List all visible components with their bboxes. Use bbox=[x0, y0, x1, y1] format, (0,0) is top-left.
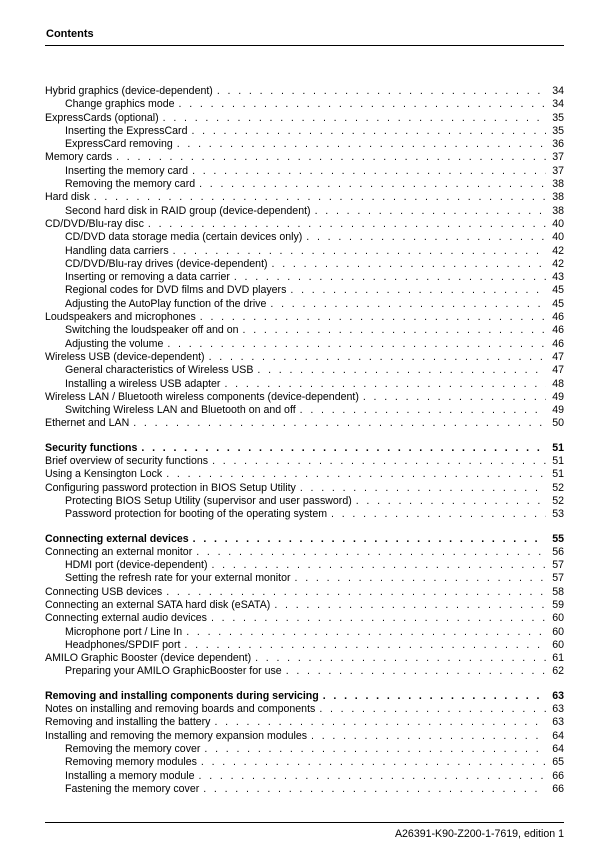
toc-entry-title: Removing and installing components during servicing bbox=[45, 689, 319, 702]
toc-entry-title: Installing a wireless USB adapter bbox=[65, 377, 221, 390]
dot-leader bbox=[173, 245, 546, 258]
toc-entry[interactable] bbox=[45, 364, 564, 377]
dot-leader bbox=[234, 271, 546, 284]
dot-leader bbox=[224, 378, 546, 391]
toc-entry-title: Headphones/SPDIF port bbox=[65, 638, 181, 651]
toc-entry-title: ExpressCards (optional) bbox=[45, 111, 159, 124]
toc-entry[interactable] bbox=[45, 455, 564, 468]
dot-leader bbox=[179, 98, 546, 111]
toc-entry-page-number: 47 bbox=[552, 350, 564, 363]
toc-entry-page-number: 63 bbox=[552, 689, 564, 702]
toc-entry[interactable] bbox=[45, 85, 564, 98]
toc-entry-page-number: 35 bbox=[552, 111, 564, 124]
dot-leader bbox=[163, 112, 546, 125]
dot-leader bbox=[116, 151, 546, 164]
toc-entry-page-number: 40 bbox=[552, 231, 564, 244]
toc-entry[interactable] bbox=[45, 572, 564, 585]
toc-entry[interactable] bbox=[45, 271, 564, 284]
toc-entry[interactable] bbox=[45, 639, 564, 652]
toc-entry[interactable] bbox=[45, 783, 564, 796]
dot-leader bbox=[211, 612, 546, 625]
dot-leader bbox=[200, 311, 546, 324]
toc-entry-page-number: 63 bbox=[552, 716, 564, 729]
toc-entry-title: CD/DVD data storage media (certain devices only) bbox=[65, 231, 303, 244]
toc-entry-title: Hybrid graphics (device-dependent) bbox=[45, 85, 213, 97]
toc-entry-title: Removing the memory cover bbox=[65, 742, 201, 755]
toc-entry-title: Connecting an external SATA hard disk (eSATA) bbox=[45, 598, 271, 611]
toc-entry[interactable] bbox=[45, 665, 564, 678]
toc-entry-title: Security functions bbox=[45, 441, 138, 454]
toc-entry[interactable] bbox=[45, 284, 564, 297]
toc-entry-title: HDMI port (device-dependent) bbox=[65, 559, 208, 572]
dot-leader bbox=[192, 165, 546, 178]
toc-entry-title: AMILO Graphic Booster (device dependent) bbox=[45, 652, 252, 665]
toc-entry[interactable] bbox=[45, 417, 564, 430]
toc-section-heading[interactable] bbox=[45, 442, 564, 455]
toc-entry[interactable] bbox=[45, 151, 564, 164]
toc-entry[interactable] bbox=[45, 245, 564, 258]
toc-entry[interactable] bbox=[45, 508, 564, 521]
toc-entry-page-number: 49 bbox=[552, 404, 564, 417]
toc-entry-title: Setting the refresh rate for your external monitor bbox=[65, 572, 291, 585]
toc-entry-title: General characteristics of Wireless USB bbox=[65, 364, 254, 377]
toc-entry-title: Password protection for booting of the operating system bbox=[65, 508, 328, 521]
toc-entry[interactable] bbox=[45, 626, 564, 639]
toc-entry-title: Using a Kensington Lock bbox=[45, 468, 163, 481]
dot-leader bbox=[300, 404, 546, 417]
header-divider bbox=[45, 45, 564, 46]
toc-entry-title: Adjusting the volume bbox=[65, 337, 164, 350]
toc-entry-title: Connecting USB devices bbox=[45, 585, 163, 598]
document-reference: A26391-K90-Z200-1-7619, edition 1 bbox=[394, 828, 564, 840]
toc-entry-title: Ethernet and LAN bbox=[45, 417, 130, 430]
toc-entry[interactable] bbox=[45, 191, 564, 204]
toc-entry-page-number: 46 bbox=[552, 324, 564, 337]
toc-entry-page-number: 64 bbox=[552, 742, 564, 755]
dot-leader bbox=[201, 756, 546, 769]
dot-leader bbox=[255, 652, 546, 665]
dot-leader bbox=[300, 482, 546, 495]
toc-entry-page-number: 45 bbox=[552, 284, 564, 297]
toc-entry-title: Switching the loudspeaker off and on bbox=[65, 324, 239, 337]
toc-entry-title: Installing a memory module bbox=[65, 769, 195, 782]
footer-divider bbox=[45, 822, 564, 823]
dot-leader bbox=[148, 218, 546, 231]
toc-section-heading[interactable] bbox=[45, 690, 564, 703]
toc-entry[interactable] bbox=[45, 546, 564, 559]
dot-leader bbox=[94, 191, 546, 204]
dot-leader bbox=[191, 125, 546, 138]
page-title: Contents bbox=[46, 28, 94, 40]
toc-entry[interactable] bbox=[45, 404, 564, 417]
toc-entry-page-number: 38 bbox=[552, 191, 564, 204]
dot-leader bbox=[184, 639, 546, 652]
toc-entry-title: Wireless LAN / Bluetooth wireless components (device-dependent) bbox=[45, 390, 359, 403]
toc-entry-page-number: 35 bbox=[552, 124, 564, 137]
toc-entry-page-number: 51 bbox=[552, 441, 564, 454]
toc-entry-title: Loudspeakers and microphones bbox=[45, 311, 196, 324]
toc-entry-page-number: 57 bbox=[552, 559, 564, 572]
toc-entry[interactable] bbox=[45, 468, 564, 481]
toc-entry-title: Connecting external devices bbox=[45, 532, 189, 545]
toc-entry[interactable] bbox=[45, 311, 564, 324]
toc-entry-title: Removing and installing the battery bbox=[45, 716, 211, 729]
toc-entry[interactable] bbox=[45, 378, 564, 391]
toc-entry-page-number: 64 bbox=[552, 729, 564, 742]
toc-entry[interactable] bbox=[45, 351, 564, 364]
toc-entry-page-number: 40 bbox=[552, 217, 564, 230]
toc-entry[interactable] bbox=[45, 716, 564, 729]
dot-leader bbox=[363, 391, 546, 404]
toc-entry-page-number: 58 bbox=[552, 585, 564, 598]
dot-leader bbox=[209, 351, 546, 364]
toc-entry[interactable] bbox=[45, 482, 564, 495]
dot-leader bbox=[356, 495, 546, 508]
toc-entry[interactable] bbox=[45, 138, 564, 151]
dot-leader bbox=[193, 533, 546, 546]
toc-entry-title: Inserting or removing a data carrier bbox=[65, 271, 230, 284]
toc-entry-page-number: 60 bbox=[552, 638, 564, 651]
dot-leader bbox=[203, 783, 546, 796]
toc-entry-page-number: 60 bbox=[552, 612, 564, 625]
dot-leader bbox=[270, 298, 546, 311]
dot-leader bbox=[311, 730, 546, 743]
dot-leader bbox=[186, 626, 546, 639]
toc-entry[interactable] bbox=[45, 338, 564, 351]
toc-entry-title: Microphone port / Line In bbox=[65, 625, 183, 638]
toc-entry-title: Adjusting the AutoPlay function of the drive bbox=[65, 297, 267, 310]
toc-entry-page-number: 47 bbox=[552, 364, 564, 377]
toc-entry-title: ExpressCard removing bbox=[65, 138, 173, 151]
toc-entry-page-number: 53 bbox=[552, 508, 564, 521]
dot-leader bbox=[323, 690, 546, 703]
dot-leader bbox=[243, 324, 546, 337]
dot-leader bbox=[133, 417, 546, 430]
toc-entry-title: Second hard disk in RAID group (device-dependent) bbox=[65, 204, 311, 217]
dot-leader bbox=[295, 572, 546, 585]
dot-leader bbox=[306, 231, 546, 244]
toc-entry-page-number: 51 bbox=[552, 455, 564, 468]
dot-leader bbox=[141, 442, 546, 455]
toc-entry[interactable] bbox=[45, 495, 564, 508]
toc-entry[interactable] bbox=[45, 98, 564, 111]
toc-entry-title: Regional codes for DVD films and DVD players bbox=[65, 284, 287, 297]
dot-leader bbox=[204, 743, 546, 756]
toc-entry-title: Memory cards bbox=[45, 151, 113, 164]
toc-entry-page-number: 56 bbox=[552, 545, 564, 558]
dot-leader bbox=[166, 468, 546, 481]
toc-entry[interactable] bbox=[45, 324, 564, 337]
toc-entry-page-number: 52 bbox=[552, 494, 564, 507]
dot-leader bbox=[167, 338, 546, 351]
dot-leader bbox=[290, 284, 546, 297]
toc-entry-page-number: 37 bbox=[552, 151, 564, 164]
toc-entry-title: Preparing your AMILO GraphicBooster for use bbox=[65, 665, 282, 678]
toc-entry-title: Installing and removing the memory expansion modules bbox=[45, 729, 308, 742]
toc-entry-page-number: 66 bbox=[552, 769, 564, 782]
toc-section-heading[interactable] bbox=[45, 533, 564, 546]
toc-entry[interactable] bbox=[45, 205, 564, 218]
toc-entry[interactable] bbox=[45, 612, 564, 625]
toc-entry[interactable] bbox=[45, 298, 564, 311]
dot-leader bbox=[212, 455, 546, 468]
dot-leader bbox=[199, 770, 546, 783]
toc-entry-title: Switching Wireless LAN and Bluetooth on and off bbox=[65, 404, 296, 417]
dot-leader bbox=[319, 703, 546, 716]
toc-entry[interactable] bbox=[45, 391, 564, 404]
toc-entry-page-number: 34 bbox=[552, 98, 564, 111]
toc-entry-page-number: 36 bbox=[552, 138, 564, 151]
toc-entry-title: Fastening the memory cover bbox=[65, 782, 200, 795]
toc-entry[interactable] bbox=[45, 756, 564, 769]
toc-entry-title: Change graphics mode bbox=[65, 98, 175, 111]
toc-entry-page-number: 60 bbox=[552, 625, 564, 638]
toc-entry-page-number: 55 bbox=[552, 532, 564, 545]
dot-leader bbox=[331, 508, 546, 521]
dot-leader bbox=[199, 178, 546, 191]
toc-entry-page-number: 48 bbox=[552, 377, 564, 390]
toc-entry-page-number: 34 bbox=[552, 85, 564, 97]
toc-entry-title: Inserting the ExpressCard bbox=[65, 124, 188, 137]
toc-entry[interactable] bbox=[45, 165, 564, 178]
toc-entry[interactable] bbox=[45, 703, 564, 716]
toc-entry-page-number: 57 bbox=[552, 572, 564, 585]
toc-entry-page-number: 59 bbox=[552, 598, 564, 611]
toc-entry-page-number: 65 bbox=[552, 756, 564, 769]
toc-entry-title: Protecting BIOS Setup Utility (supervisor and user password) bbox=[65, 494, 352, 507]
toc-entry-page-number: 46 bbox=[552, 311, 564, 324]
toc-entry-title: Inserting the memory card bbox=[65, 164, 189, 177]
toc-entry[interactable] bbox=[45, 258, 564, 271]
dot-leader bbox=[286, 665, 546, 678]
dot-leader bbox=[315, 205, 546, 218]
toc-entry-page-number: 49 bbox=[552, 390, 564, 403]
toc-entry-title: Removing memory modules bbox=[65, 756, 197, 769]
toc-entry-page-number: 38 bbox=[552, 204, 564, 217]
toc-entry-page-number: 51 bbox=[552, 468, 564, 481]
toc-entry[interactable] bbox=[45, 743, 564, 756]
toc-entry-page-number: 42 bbox=[552, 244, 564, 257]
table-of-contents bbox=[45, 85, 564, 796]
dot-leader bbox=[177, 138, 546, 151]
toc-entry-title: CD/DVD/Blu-ray drives (device-dependent) bbox=[65, 257, 268, 270]
dot-leader bbox=[257, 364, 546, 377]
dot-leader bbox=[217, 85, 546, 98]
dot-leader bbox=[196, 546, 546, 559]
toc-entry-title: Notes on installing and removing boards and components bbox=[45, 703, 316, 716]
toc-entry-page-number: 46 bbox=[552, 337, 564, 350]
dot-leader bbox=[272, 258, 546, 271]
toc-entry-title: CD/DVD/Blu-ray disc bbox=[45, 217, 144, 230]
toc-entry[interactable] bbox=[45, 730, 564, 743]
toc-entry[interactable] bbox=[45, 218, 564, 231]
toc-entry-title: Handling data carriers bbox=[65, 244, 169, 257]
toc-entry[interactable] bbox=[45, 599, 564, 612]
toc-entry-page-number: 66 bbox=[552, 782, 564, 795]
toc-entry-title: Connecting an external monitor bbox=[45, 545, 193, 558]
toc-entry[interactable] bbox=[45, 586, 564, 599]
toc-entry-page-number: 37 bbox=[552, 164, 564, 177]
toc-entry-page-number: 52 bbox=[552, 481, 564, 494]
dot-leader bbox=[166, 586, 546, 599]
toc-entry[interactable] bbox=[45, 231, 564, 244]
dot-leader bbox=[214, 716, 546, 729]
toc-entry-page-number: 61 bbox=[552, 652, 564, 665]
toc-entry[interactable] bbox=[45, 770, 564, 783]
toc-entry-title: Brief overview of security functions bbox=[45, 455, 209, 468]
toc-entry-page-number: 62 bbox=[552, 665, 564, 678]
toc-entry-page-number: 43 bbox=[552, 271, 564, 284]
toc-entry-title: Removing the memory card bbox=[65, 178, 196, 191]
toc-entry-title: Connecting external audio devices bbox=[45, 612, 207, 625]
toc-entry[interactable] bbox=[45, 178, 564, 191]
toc-entry-page-number: 38 bbox=[552, 178, 564, 191]
toc-entry-page-number: 50 bbox=[552, 417, 564, 430]
toc-entry-title: Wireless USB (device-dependent) bbox=[45, 350, 205, 363]
toc-entry[interactable] bbox=[45, 652, 564, 665]
toc-entry[interactable] bbox=[45, 112, 564, 125]
toc-entry[interactable] bbox=[45, 559, 564, 572]
dot-leader bbox=[212, 559, 547, 572]
dot-leader bbox=[274, 599, 546, 612]
toc-entry-page-number: 42 bbox=[552, 257, 564, 270]
toc-entry[interactable] bbox=[45, 125, 564, 138]
toc-entry-title: Configuring password protection in BIOS Setup Utility bbox=[45, 481, 296, 494]
toc-entry-page-number: 45 bbox=[552, 297, 564, 310]
toc-entry-title: Hard disk bbox=[45, 191, 90, 204]
toc-entry-page-number: 63 bbox=[552, 703, 564, 716]
